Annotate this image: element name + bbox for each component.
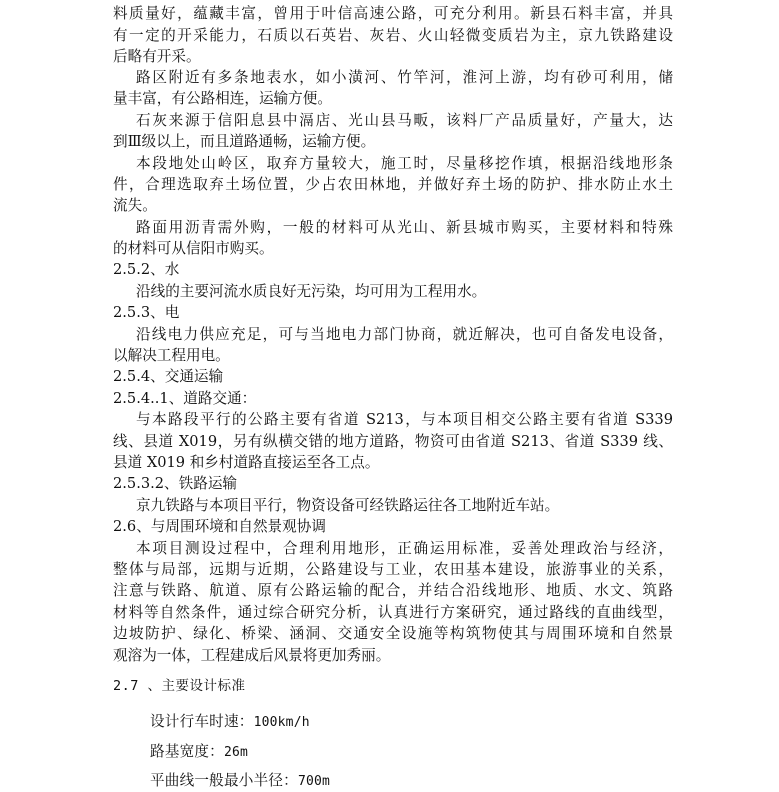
paragraph-environment-line: 材料等自然条件，通过综合研究分析，认真进行方案研究，通过路线的直曲线型， <box>113 604 673 621</box>
section-heading-design-standards: 2.7 、主要设计标准 <box>113 678 246 694</box>
standard-label: 平曲线一般最小半径： <box>150 772 298 789</box>
paragraph-earthwork-line: 件，合理选取弃土场位置，少占农田林地，并做好弃土场的防护、排水防止水土 <box>113 176 673 193</box>
paragraph-asphalt-line: 路面用沥青需外购，一般的材料可从光山、新县城市购买，主要材料和特殊 <box>136 219 673 236</box>
paragraph-earthwork-line: 本段地处山岭区，取弃方量较大，施工时，尽量移挖作填，根据沿线地形条 <box>136 155 673 172</box>
standard-label: 设计行车时速： <box>150 713 254 730</box>
section-heading-power: 2.5.3、电 <box>113 304 180 321</box>
section-heading-transport: 2.5.4、交通运输 <box>113 368 224 385</box>
paragraph-lime-line: 石灰来源于信阳息县中滆店、光山县马畈，该料厂产品质量好，产量大，达 <box>136 112 673 129</box>
standard-item <box>150 712 310 733</box>
standard-value: 100km/h <box>253 715 310 730</box>
section-heading-environment: 2.6、与周围环境和自然景观协调 <box>113 518 326 535</box>
paragraph-materials-line: 料质量好，蕴藏丰富，曾用于叶信高速公路，可充分利用。新县石料丰富，并具 <box>113 5 673 22</box>
standard-label: 路基宽度： <box>150 743 224 760</box>
paragraph-materials-line: 后略有开采。 <box>113 48 201 65</box>
paragraph-environment-line: 本项目测设过程中，合理利用地形，正确运用标准，妥善处理政治与经济， <box>136 540 673 557</box>
paragraph-environment-line: 整体与局部，远期与近期，公路建设与工业，农田基本建设，旅游事业的关系， <box>113 561 673 578</box>
paragraph-power-line: 沿线电力供应充足，可与当地电力部门协商，就近解决，也可自备发电设备， <box>136 326 673 343</box>
section-heading-water: 2.5.2、水 <box>113 261 180 278</box>
paragraph-lime-line: 到Ⅲ级以上，而且道路通畅，运输方便。 <box>113 133 376 150</box>
paragraph-environment-line: 观溶为一体，工程建成后风景将更加秀丽。 <box>113 647 391 664</box>
standard-value: 700m <box>297 774 331 789</box>
paragraph-water-line: 沿线的主要河流水质良好无污染，均可用为工程用水。 <box>136 283 487 300</box>
paragraph-power-line: 以解决工程用电。 <box>113 347 230 364</box>
paragraph-road-line: 与本路段平行的公路主要有省道 S213，与本项目相交公路主要有省道 S339 <box>136 411 673 428</box>
paragraph-rail-line: 京九铁路与本项目平行，物资设备可经铁路运往各工地附近车站。 <box>136 497 560 514</box>
paragraph-earthwork-line: 流失。 <box>113 197 157 214</box>
paragraph-materials-line: 有一定的开采能力，石质以石英岩、灰岩、火山轻微变质岩为主，京九铁路建设 <box>113 27 673 44</box>
standard-value: 26m <box>223 745 249 760</box>
paragraph-sand-line: 量丰富，有公路相连，运输方便。 <box>113 90 332 107</box>
paragraph-asphalt-line: 的材料可从信阳市购买。 <box>113 240 274 257</box>
standard-item <box>150 742 248 763</box>
paragraph-environment-line: 边坡防护、绿化、桥梁、涵洞、交通安全设施等构筑物使其与周围环境和自然景 <box>113 625 673 642</box>
paragraph-road-line: 线、县道 X019，另有纵横交错的地方道路，物资可由省道 S213、省道 S339 线、 <box>113 433 673 450</box>
paragraph-environment-line: 注意与铁路、航道、原有公路运输的配合，并结合沿线地形、地质、水文、筑路 <box>113 582 673 599</box>
paragraph-sand-line: 路区附近有多条地表水，如小潢河、竹竿河，淮河上游，均有砂可利用，储 <box>136 69 673 86</box>
section-heading-rail-transport: 2.5.3.2、铁路运输 <box>113 475 238 492</box>
paragraph-road-line: 县道 X019 和乡村道路直接运至各工点。 <box>113 454 380 471</box>
section-heading-road-transport: 2.5.4..1、道路交通： <box>113 390 257 407</box>
